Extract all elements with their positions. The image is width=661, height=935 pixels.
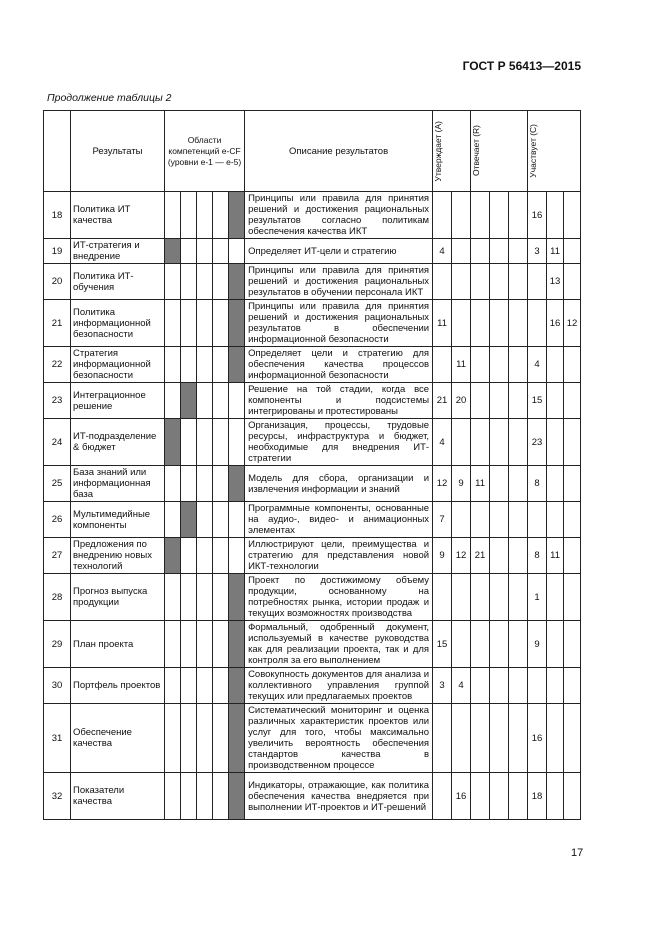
row-number: 26 xyxy=(44,502,71,538)
result-description: Принципы или правила для принятия решений и достижения рациональных результатов в обеспечении информационной безопасности xyxy=(245,300,433,347)
role-value-cell xyxy=(490,264,509,300)
competence-level-cell xyxy=(181,502,197,538)
competence-level-cell xyxy=(197,668,213,704)
table-row xyxy=(44,538,581,574)
table-row xyxy=(44,773,581,820)
competence-level-cell xyxy=(181,192,197,239)
role-value-cell xyxy=(528,668,547,704)
role-value-cell xyxy=(547,502,564,538)
role-value-cell xyxy=(471,704,490,773)
role-value-cell xyxy=(509,300,528,347)
table-header-row xyxy=(44,111,581,192)
role-value-cell xyxy=(433,347,452,383)
role-value-cell xyxy=(564,538,581,574)
role-value-cell: 23 xyxy=(528,419,547,466)
role-value-cell xyxy=(490,621,509,668)
role-value-cell xyxy=(490,239,509,264)
role-value-cell xyxy=(471,239,490,264)
role-value-cell xyxy=(490,466,509,502)
role-value-cell xyxy=(564,264,581,300)
competence-level-cell xyxy=(181,621,197,668)
role-value-cell xyxy=(471,347,490,383)
role-value-cell xyxy=(564,574,581,621)
standard-number: ГОСТ Р 56413—2015 xyxy=(462,59,581,73)
competence-level-cell xyxy=(197,502,213,538)
role-value-cell xyxy=(564,704,581,773)
competence-level-cell xyxy=(165,419,181,466)
role-value-cell: 4 xyxy=(433,239,452,264)
role-value-cell xyxy=(490,773,509,820)
competence-level-cell xyxy=(181,773,197,820)
competence-level-cell xyxy=(213,574,229,621)
role-value-cell xyxy=(564,239,581,264)
role-value-cell: 13 xyxy=(547,264,564,300)
competence-level-cell xyxy=(165,466,181,502)
role-value-cell: 11 xyxy=(433,300,452,347)
role-value-cell xyxy=(564,383,581,419)
role-value-cell: 16 xyxy=(452,773,471,820)
competence-level-cell xyxy=(213,466,229,502)
header-approves-label: Утверждает (A) xyxy=(433,120,444,182)
role-value-cell xyxy=(452,704,471,773)
role-value-cell xyxy=(490,300,509,347)
competence-level-cell xyxy=(229,300,245,347)
competence-level-cell xyxy=(181,668,197,704)
table-row xyxy=(44,621,581,668)
row-number: 31 xyxy=(44,704,71,773)
role-value-cell xyxy=(547,621,564,668)
competence-level-cell xyxy=(197,264,213,300)
result-description: Программные компоненты, основанные на аудио-, видео- и анимационных элементах xyxy=(245,502,433,538)
table-row xyxy=(44,239,581,264)
role-value-cell: 1 xyxy=(528,574,547,621)
competence-level-cell xyxy=(181,239,197,264)
role-value-cell xyxy=(490,383,509,419)
role-value-cell xyxy=(509,538,528,574)
result-name: Обеспечение качества xyxy=(71,704,165,773)
result-description: Организация, процессы, трудовые ресурсы, инфраструктура и бюджет, необходимые для внедрения ИТ-стратегии xyxy=(245,419,433,466)
competence-level-cell xyxy=(197,300,213,347)
role-value-cell xyxy=(471,192,490,239)
role-value-cell xyxy=(509,773,528,820)
role-value-cell xyxy=(509,239,528,264)
role-value-cell xyxy=(509,502,528,538)
table-row xyxy=(44,300,581,347)
result-description: Систематический мониторинг и оценка различных характеристик проектов или услуг для того, чтобы максимально увеличить вероятность обеспечения стандартов качества в производственном процессе xyxy=(245,704,433,773)
role-value-cell: 15 xyxy=(528,383,547,419)
role-value-cell: 8 xyxy=(528,466,547,502)
competence-level-cell xyxy=(197,574,213,621)
role-value-cell xyxy=(564,419,581,466)
role-value-cell xyxy=(471,300,490,347)
table-row xyxy=(44,192,581,239)
role-value-cell: 12 xyxy=(452,538,471,574)
role-value-cell xyxy=(433,574,452,621)
result-name: ИТ-стратегия и внедрение xyxy=(71,239,165,264)
header-results: Результаты xyxy=(71,111,165,192)
row-number: 23 xyxy=(44,383,71,419)
result-description: Определяет ИТ-цели и стратегию xyxy=(245,239,433,264)
role-value-cell xyxy=(509,347,528,383)
role-value-cell xyxy=(509,466,528,502)
role-value-cell: 11 xyxy=(452,347,471,383)
role-value-cell: 9 xyxy=(433,538,452,574)
role-value-cell xyxy=(564,192,581,239)
competence-level-cell xyxy=(213,239,229,264)
role-value-cell: 8 xyxy=(528,538,547,574)
competence-level-cell xyxy=(229,419,245,466)
competence-level-cell xyxy=(197,538,213,574)
competence-level-cell xyxy=(165,668,181,704)
role-value-cell xyxy=(471,668,490,704)
role-value-cell: 4 xyxy=(433,419,452,466)
row-number: 29 xyxy=(44,621,71,668)
competence-level-cell xyxy=(229,466,245,502)
result-name: Политика ИТ-обучения xyxy=(71,264,165,300)
role-value-cell xyxy=(564,466,581,502)
competence-level-cell xyxy=(181,466,197,502)
role-value-cell xyxy=(471,574,490,621)
competence-level-cell xyxy=(213,264,229,300)
result-description: Модель для сбора, организации и извлечения информации и знаний xyxy=(245,466,433,502)
competence-level-cell xyxy=(197,773,213,820)
table-caption: Продолжение таблицы 2 xyxy=(47,92,172,104)
role-value-cell: 9 xyxy=(528,621,547,668)
role-value-cell xyxy=(547,704,564,773)
role-value-cell: 21 xyxy=(471,538,490,574)
competence-level-cell xyxy=(213,538,229,574)
role-value-cell xyxy=(452,621,471,668)
table-row xyxy=(44,264,581,300)
role-value-cell: 4 xyxy=(452,668,471,704)
result-description: Принципы или правила для принятия решений и достижения рациональных результатов согласно политикам обеспечения качества ИКТ xyxy=(245,192,433,239)
competence-level-cell xyxy=(197,347,213,383)
competence-level-cell xyxy=(165,574,181,621)
role-value-cell xyxy=(564,347,581,383)
role-value-cell: 15 xyxy=(433,621,452,668)
role-value-cell xyxy=(547,347,564,383)
role-value-cell: 9 xyxy=(452,466,471,502)
competence-level-cell xyxy=(165,538,181,574)
competence-level-cell xyxy=(229,383,245,419)
role-value-cell: 20 xyxy=(452,383,471,419)
role-value-cell xyxy=(490,574,509,621)
row-number: 18 xyxy=(44,192,71,239)
role-value-cell: 7 xyxy=(433,502,452,538)
competence-level-cell xyxy=(229,192,245,239)
header-num xyxy=(44,111,71,192)
role-value-cell xyxy=(490,502,509,538)
result-name: Предложения по внедрению новых технологий xyxy=(71,538,165,574)
role-value-cell: 11 xyxy=(547,239,564,264)
row-number: 24 xyxy=(44,419,71,466)
competence-level-cell xyxy=(213,383,229,419)
competence-level-cell xyxy=(165,773,181,820)
competence-level-cell xyxy=(197,239,213,264)
role-value-cell xyxy=(564,668,581,704)
role-value-cell xyxy=(490,538,509,574)
role-value-cell xyxy=(452,574,471,621)
competence-level-cell xyxy=(229,502,245,538)
competence-level-cell xyxy=(197,621,213,668)
role-value-cell xyxy=(471,264,490,300)
result-name: База знаний или информационная база xyxy=(71,466,165,502)
competence-level-cell xyxy=(197,704,213,773)
role-value-cell xyxy=(528,502,547,538)
role-value-cell xyxy=(509,704,528,773)
competence-level-cell xyxy=(213,419,229,466)
competence-table xyxy=(43,110,581,820)
role-value-cell: 4 xyxy=(528,347,547,383)
role-value-cell: 3 xyxy=(528,239,547,264)
role-value-cell xyxy=(471,502,490,538)
table-row xyxy=(44,347,581,383)
role-value-cell xyxy=(490,347,509,383)
role-value-cell xyxy=(490,419,509,466)
competence-level-cell xyxy=(229,704,245,773)
header-participates-label: Участвует (C) xyxy=(528,124,539,178)
role-value-cell xyxy=(471,621,490,668)
role-value-cell xyxy=(509,419,528,466)
result-name: Стратегия информационной безопасности xyxy=(71,347,165,383)
result-description: Принципы или правила для принятия решений и достижения рациональных результатов в обучении персонала ИКТ xyxy=(245,264,433,300)
result-description: Формальный, одобренный документ, используемый в качестве руководства как для реализации проекта, так и для контроля за его выполнением xyxy=(245,621,433,668)
role-value-cell xyxy=(452,419,471,466)
result-description: Индикаторы, отражающие, как политика обеспечения качества внедряется при выполнении ИТ-проектов и ИТ-решений xyxy=(245,773,433,820)
competence-level-cell xyxy=(181,264,197,300)
result-description: Определяет цели и стратегию для обеспечения качества процессов информационной безопасности xyxy=(245,347,433,383)
role-value-cell xyxy=(452,300,471,347)
role-value-cell xyxy=(471,773,490,820)
result-description: Совокупность документов для анализа и коллективного управления группой текущих или предлагаемых проектов xyxy=(245,668,433,704)
role-value-cell xyxy=(528,300,547,347)
role-value-cell xyxy=(509,264,528,300)
header-participates xyxy=(528,111,581,192)
competence-level-cell xyxy=(229,264,245,300)
role-value-cell xyxy=(509,668,528,704)
role-value-cell xyxy=(547,668,564,704)
competence-level-cell xyxy=(197,383,213,419)
competence-level-cell xyxy=(229,574,245,621)
role-value-cell xyxy=(433,773,452,820)
result-description: Иллюстрируют цели, преимущества и стратегию для представления новой ИКТ-технологии xyxy=(245,538,433,574)
role-value-cell: 12 xyxy=(433,466,452,502)
row-number: 27 xyxy=(44,538,71,574)
table-row xyxy=(44,383,581,419)
role-value-cell xyxy=(564,502,581,538)
row-number: 19 xyxy=(44,239,71,264)
competence-level-cell xyxy=(229,668,245,704)
role-value-cell xyxy=(452,239,471,264)
role-value-cell: 16 xyxy=(528,704,547,773)
result-name: Мультимедийные компоненты xyxy=(71,502,165,538)
role-value-cell xyxy=(547,419,564,466)
role-value-cell xyxy=(509,192,528,239)
competence-level-cell xyxy=(165,383,181,419)
header-responsible xyxy=(471,111,528,192)
competence-level-cell xyxy=(229,239,245,264)
competence-level-cell xyxy=(229,347,245,383)
result-name: Портфель проектов xyxy=(71,668,165,704)
competence-level-cell xyxy=(213,773,229,820)
role-value-cell xyxy=(471,419,490,466)
result-name: План проекта xyxy=(71,621,165,668)
competence-level-cell xyxy=(165,239,181,264)
result-name: Политика информационной безопасности xyxy=(71,300,165,347)
role-value-cell xyxy=(547,466,564,502)
competence-level-cell xyxy=(181,538,197,574)
competence-level-cell xyxy=(229,538,245,574)
competence-level-cell xyxy=(213,621,229,668)
role-value-cell: 11 xyxy=(547,538,564,574)
competence-level-cell xyxy=(165,300,181,347)
role-value-cell xyxy=(452,264,471,300)
role-value-cell xyxy=(509,383,528,419)
role-value-cell: 18 xyxy=(528,773,547,820)
role-value-cell xyxy=(452,192,471,239)
role-value-cell xyxy=(509,574,528,621)
result-name: Политика ИТ качества xyxy=(71,192,165,239)
role-value-cell xyxy=(547,192,564,239)
row-number: 28 xyxy=(44,574,71,621)
role-value-cell: 11 xyxy=(471,466,490,502)
role-value-cell xyxy=(490,192,509,239)
competence-level-cell xyxy=(213,300,229,347)
row-number: 20 xyxy=(44,264,71,300)
table-row xyxy=(44,704,581,773)
row-number: 21 xyxy=(44,300,71,347)
header-responsible-label: Отвечает (R) xyxy=(471,125,482,177)
role-value-cell: 16 xyxy=(547,300,564,347)
competence-level-cell xyxy=(165,347,181,383)
result-description: Решение на той стадии, когда все компоненты и подсистемы интегрированы и протестированы xyxy=(245,383,433,419)
competence-level-cell xyxy=(165,621,181,668)
competence-level-cell xyxy=(213,668,229,704)
competence-level-cell xyxy=(213,502,229,538)
role-value-cell: 21 xyxy=(433,383,452,419)
result-description: Проект по достижимому объему продукции, основанному на потребностях рынка, истории продаж и текущих возможностях производства xyxy=(245,574,433,621)
competence-level-cell xyxy=(165,264,181,300)
row-number: 22 xyxy=(44,347,71,383)
competence-level-cell xyxy=(229,773,245,820)
role-value-cell xyxy=(564,621,581,668)
result-name: ИТ-подразделение & бюджет xyxy=(71,419,165,466)
competence-level-cell xyxy=(165,502,181,538)
table-row xyxy=(44,419,581,466)
result-name: Прогноз выпуска продукции xyxy=(71,574,165,621)
competence-level-cell xyxy=(181,704,197,773)
result-name: Интеграционное решение xyxy=(71,383,165,419)
competence-level-cell xyxy=(197,466,213,502)
row-number: 30 xyxy=(44,668,71,704)
competence-level-cell xyxy=(181,347,197,383)
role-value-cell xyxy=(547,773,564,820)
role-value-cell xyxy=(433,704,452,773)
competence-level-cell xyxy=(197,192,213,239)
competence-level-cell xyxy=(165,704,181,773)
role-value-cell xyxy=(509,621,528,668)
competence-level-cell xyxy=(181,383,197,419)
role-value-cell xyxy=(490,668,509,704)
row-number: 32 xyxy=(44,773,71,820)
competence-level-cell xyxy=(229,621,245,668)
page-number: 17 xyxy=(571,847,584,859)
role-value-cell xyxy=(547,574,564,621)
role-value-cell: 12 xyxy=(564,300,581,347)
competence-level-cell xyxy=(165,192,181,239)
role-value-cell: 3 xyxy=(433,668,452,704)
competence-level-cell xyxy=(213,192,229,239)
competence-level-cell xyxy=(213,704,229,773)
competence-level-cell xyxy=(197,419,213,466)
role-value-cell xyxy=(528,264,547,300)
role-value-cell xyxy=(564,773,581,820)
role-value-cell xyxy=(433,192,452,239)
competence-level-cell xyxy=(181,419,197,466)
role-value-cell xyxy=(452,502,471,538)
competence-level-cell xyxy=(181,300,197,347)
table-row xyxy=(44,574,581,621)
header-description: Описание результатов xyxy=(245,111,433,192)
table-row xyxy=(44,466,581,502)
row-number: 25 xyxy=(44,466,71,502)
table-row xyxy=(44,668,581,704)
table-row xyxy=(44,502,581,538)
role-value-cell xyxy=(433,264,452,300)
role-value-cell xyxy=(547,383,564,419)
header-competence-areas: Области компетенций e-CF (уровни e-1 — e-5) xyxy=(165,111,245,192)
competence-level-cell xyxy=(213,347,229,383)
role-value-cell xyxy=(490,704,509,773)
header-approves xyxy=(433,111,471,192)
role-value-cell xyxy=(471,383,490,419)
competence-level-cell xyxy=(181,574,197,621)
result-name: Показатели качества xyxy=(71,773,165,820)
role-value-cell: 16 xyxy=(528,192,547,239)
